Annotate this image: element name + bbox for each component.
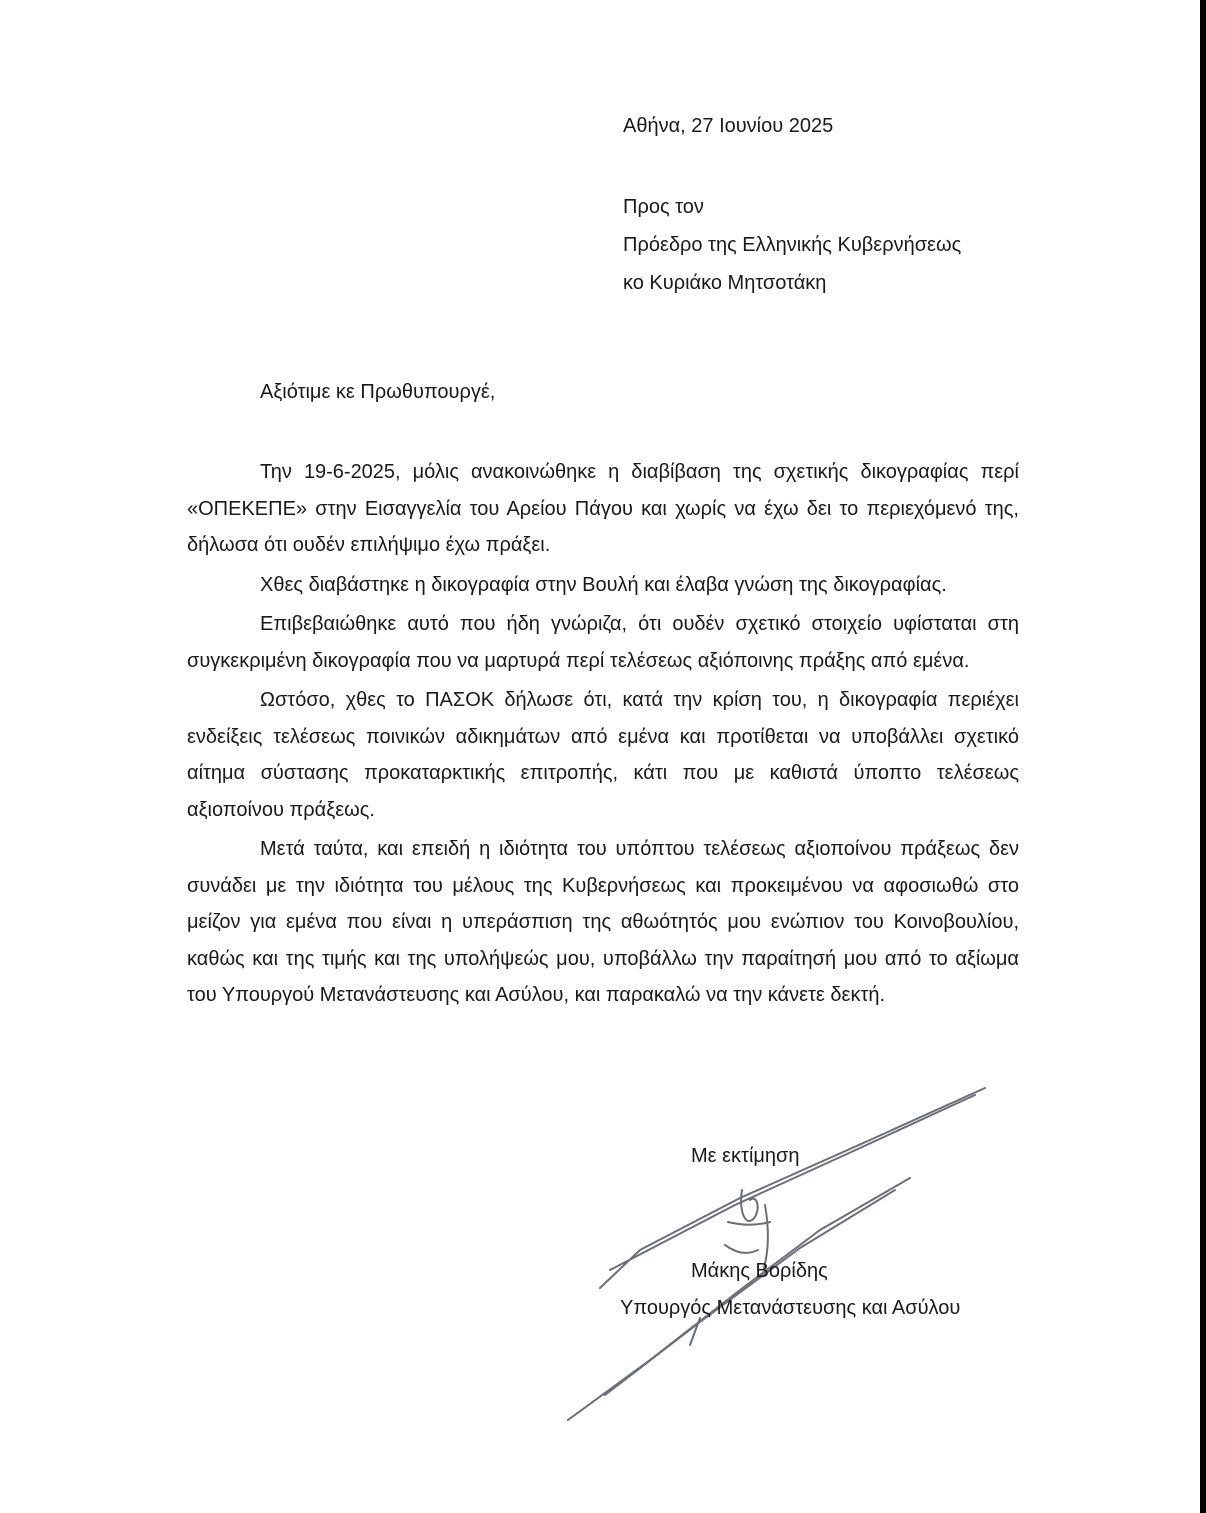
paragraph-4: Ωστόσο, χθες το ΠΑΣΟΚ δήλωσε ότι, κατά την κρίση του, η δικογραφία περιέχει ενδείξεις τελέσεως ποινικών αδικημάτων από εμένα και προτίθεται να υποβάλλει σχετικό αίτημα σύστασης προκαταρκτικής επιτροπής, κάτι που με καθιστά ύποπτο τελέσεως αξιοποίνου πράξεως. <box>187 689 1019 821</box>
paragraph-1: Την 19-6-2025, μόλις ανακοινώθηκε η διαβίβαση της σχετικής δικογραφίας περί «ΟΠΕΚΕΠΕ» στην Εισαγγελία του Αρείου Πάγου και χωρίς να έχω δει το περιεχόμενό της, δήλωσα ότι ουδέν επιλήψιμο έχω πράξει. <box>187 461 1019 556</box>
recipient-line-1: Προς τον <box>623 196 704 218</box>
paragraph-2: Χθες διαβάστηκε η δικογραφία στην Βουλή και έλαβα γνώση της δικογραφίας. <box>260 573 947 596</box>
signer-title: Υπουργός Μετανάστευσης και Ασύλου <box>620 1297 961 1319</box>
recipient-block <box>623 188 961 302</box>
recipient-line-3: κο Κυριάκο Μητσοτάκη <box>623 272 827 294</box>
letter-body <box>187 454 1019 1017</box>
recipient-line-2: Πρόεδρο της Ελληνικής Κυβερνήσεως <box>623 234 962 256</box>
signer-name: Μάκης Βορίδης <box>691 1260 828 1282</box>
salutation: Αξιότιμε κε Πρωθυπουργέ, <box>260 381 496 403</box>
date-line: Αθήνα, 27 Ιουνίου 2025 <box>623 115 834 137</box>
closing: Με εκτίμηση <box>691 1145 800 1167</box>
paragraph-3: Επιβεβαιώθηκε αυτό που ήδη γνώριζα, ότι ουδέν σχετικό στοιχείο υφίσταται στη συγκεκριμένη δικογραφία που να μαρτυρά περί τελέσεως αξιόποινης πράξης από εμένα. <box>187 613 1019 672</box>
paragraph-5: Μετά ταύτα, και επειδή η ιδιότητα του υπόπτου τελέσεως αξιοποίνου πράξεως δεν συνάδει με την ιδιότητα του μέλους της Κυβερνήσεως και προκειμένου να αφοσιωθώ στο μείζον για εμένα που είναι η υπεράσπιση της αθωότητός μου ενώπιον του Κοινοβουλίου, καθώς και της τιμής και της υπολήψεώς μου, υποβάλλω την παραίτησή μου από το αξίωμα του Υπουργού Μετανάστευσης και Ασύλου, και παρακαλώ να την κάνετε δεκτή. <box>187 838 1019 1006</box>
